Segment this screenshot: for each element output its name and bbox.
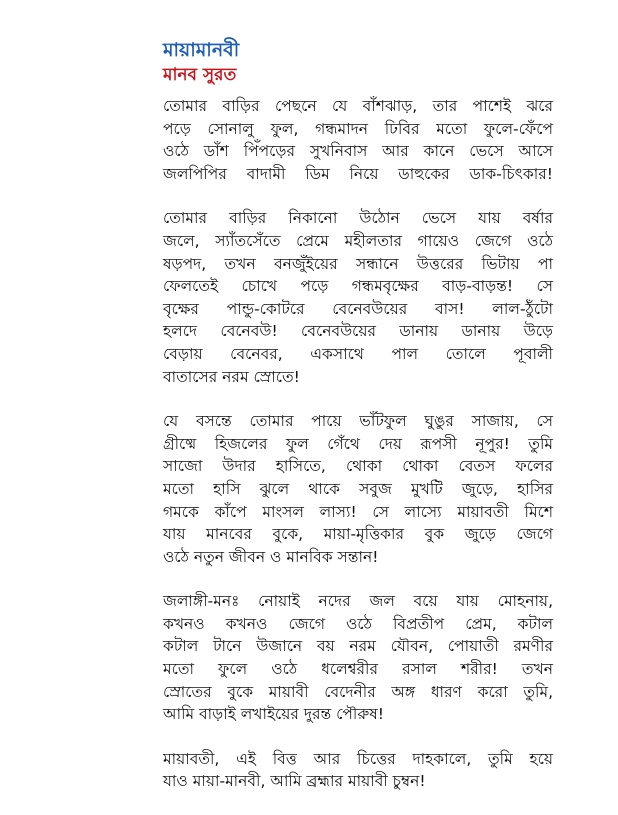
poem-line: মায়াবতী, এই বিত্ত আর চিত্তের দাহকালে, তুমি হয়ে [163,749,553,768]
poem-line: আমি বাড়াই লখাইয়ের দুরন্ত পৌরুষ! [163,705,384,724]
poem-line: সাজো উদার হাসিতে, থোকা থোকা বেতস ফলের [163,457,553,476]
poem-line: যাও মায়া-মানবী, আমি ব্রহ্মার মায়াবী চুম্বন! [163,772,426,791]
stanza-5 [163,748,553,793]
poem-line: গমকে কাঁপে মাংসল লাস্য! সে লাস্যে মায়াবতী মিশে [163,502,553,521]
poem-line: জলপিপির বাদামী ডিম নিয়ে ডাহুকের ডাক-চিৎকার! [163,164,553,183]
poem-line: ষড়পদ, তখন বনজুঁইয়ের সন্ধানে উত্তরের ভিটায় পা [163,254,553,273]
poem-line: তোমার বাড়ির পেছনে যে বাঁশঝাড়, তার পাশেই ঝরে [163,97,553,115]
poem-line: পড়ে সোনালু ফুল, গন্ধমাদন ঢিবির মতো ফুলে-ফেঁপে [163,119,553,138]
stanza-4 [163,590,553,726]
poem-line: জলাঙ্গী-মনঃ নোয়াই নদের জল বয়ে যায় মোহনায়, [163,592,553,611]
poem-line: মতো হাসি ঝুলে থাকে সবুজ মুখটি জুড়ে, হাসির [163,479,553,498]
stanza-3 [163,410,553,568]
poem-title: মায়ামানবী [163,39,240,61]
poem-line: হলদে বেনেবউ! বেনেবউয়ের ডানায় ডানায় উড়ে [163,322,553,341]
poem-line: বৃক্ষের পান্ডু-কোটরে বেনেবউয়ের বাস! লাল-ঠুঁটো [163,299,553,318]
stanza-2 [163,207,553,388]
poem-body [163,95,553,815]
poem-line: যায় মানবের বুকে, মায়া-মৃত্তিকার বুক জুড়ে জেগে [163,525,553,544]
poem-line: তোমার বাড়ির নিকানো উঠোন ভেসে যায় বর্ষার [163,209,553,228]
poem-line: কখনও কখনও জেগে ওঠে বিপ্রতীপ প্রেম, কটাল [163,614,553,633]
poem-line: মতো ফুলে ওঠে ধলেশ্বরীর রসাল শরীর! তখন [163,660,553,679]
stanza-1 [163,95,553,185]
poem-line: ওঠে ডাঁশ পিঁপড়ের সুখনিবাস আর কানে ভেসে আসে [163,142,553,161]
poem-line: বাতাসের নরম স্রোতে! [163,367,300,386]
poem-line: কটাল টানে উজানে বয় নরম যৌবন, পোয়াতী রমণীর [163,637,553,656]
poem-line: যে বসন্তে তোমার পায়ে ভাঁটফুল ঘুঙুর সাজায়, সে [163,412,553,431]
poem-line: বেড়ায় বেনেবর, একসাথে পাল তোলে পূবালী [163,344,553,363]
poem-author: মানব সুরত [163,65,237,85]
poem-line: জলে, স্যাঁতসেঁতে প্রেমে মহীলতার গায়েও জেগে ওঠে [163,231,553,250]
poem-line: ফেলতেই চোখে পড়ে গন্ধমবৃক্ষের বাড়-বাড়ন্ত! সে [163,277,553,296]
poem-line: গ্রীষ্মে হিজলের ফুল গেঁথে দেয় রূপসী নূপুর! তুমি [163,434,553,453]
poem-line: ওঠে নতুন জীবন ও মানবিক সন্তান! [163,547,379,566]
poem-line: স্রোতের বুকে মায়াবী বেদেনীর অঙ্গ ধারণ করো তুমি, [163,682,553,701]
